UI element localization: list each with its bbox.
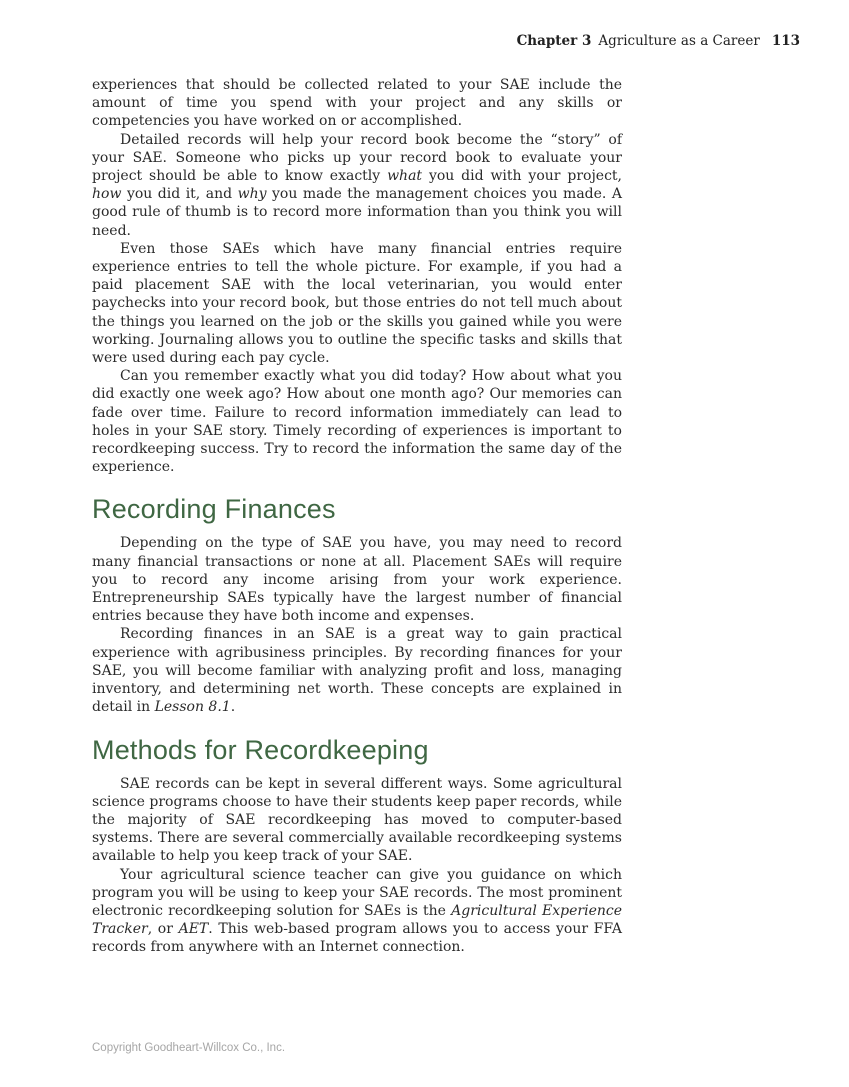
- paragraph-teacher-guidance: Your agricultural science teacher can give you guidance on which program you will be using to keep your SAE records. The most prominent electronic recordkeeping solution for SAEs is the Agricultural Experience Tracker, or AET. This web-based program allows you to access your FFA records from anywhere with an Internet connection.: [92, 866, 623, 956]
- copyright-footer: Copyright Goodheart-Willcox Co., Inc.: [92, 1042, 286, 1054]
- paragraph-memories: Can you remember exactly what you did today? How about what you did exactly one week ago? How about one month ago? Our memories can fade over time. Failure to record information immediately can lead to holes in your SAE story. Timely recording of experiences is important to recordkeeping success. Try to record the information the same day of the experience.: [92, 368, 622, 476]
- page-number: 113: [771, 33, 800, 49]
- paragraph-record-methods: SAE records can be kept in several different ways. Some agricultural science programs choose to have their students keep paper records, while the majority of SAE recordkeeping has moved to computer-based systems. There are several commercially available recordkeeping systems available to help you keep track of your SAE.: [92, 775, 622, 865]
- paragraph-detailed-records: Detailed records will help your record book become the “story” of your SAE. Someone who picks up your record book to evaluate your project should be able to know exactly what you did with your project, how you did it, and why you made the management choices you made. A good rule of thumb is to record more information than you think you will need.: [92, 131, 622, 239]
- paragraph-financial-entries: Even those SAEs which have many financial entries require experience entries to tell the whole picture. For example, if you had a paid placement SAE with the local veterinarian, you would enter paychecks into your record book, but those entries do not tell much about the things you learned on the job or the skills you gained while you were working. Journaling allows you to outline the specific tasks and skills that were used during each pay cycle.: [92, 240, 622, 367]
- chapter-title: Agriculture as a Career: [598, 33, 760, 49]
- section-heading-methods-for-recordkeeping: Methods for Recordkeeping: [92, 734, 429, 765]
- chapter-label: Chapter 3: [516, 33, 592, 49]
- running-head: [517, 33, 800, 49]
- paragraph-depending-sae-type: Depending on the type of SAE you have, you may need to record many financial transactions or none at all. Placement SAEs will require you to record any income arising from your work experience. Entrepreneurship SAEs typically have the largest number of financial entries because they have both income and expenses.: [92, 535, 622, 625]
- paragraph-experiences: experiences that should be collected related to your SAE include the amount of time you spend with your project and any skills or competencies you have worked on or accomplished.: [92, 77, 622, 130]
- paragraph-recording-finances-benefits: Recording finances in an SAE is a great way to gain practical experience with agribusiness principles. By recording finances for your SAE, you will become familiar with analyzing profit and loss, managing inventory, and determining net worth. These concepts are explained in detail in Lesson 8.1.: [92, 626, 622, 716]
- text-column: [92, 76, 622, 957]
- section-heading-recording-finances: Recording Finances: [92, 494, 336, 525]
